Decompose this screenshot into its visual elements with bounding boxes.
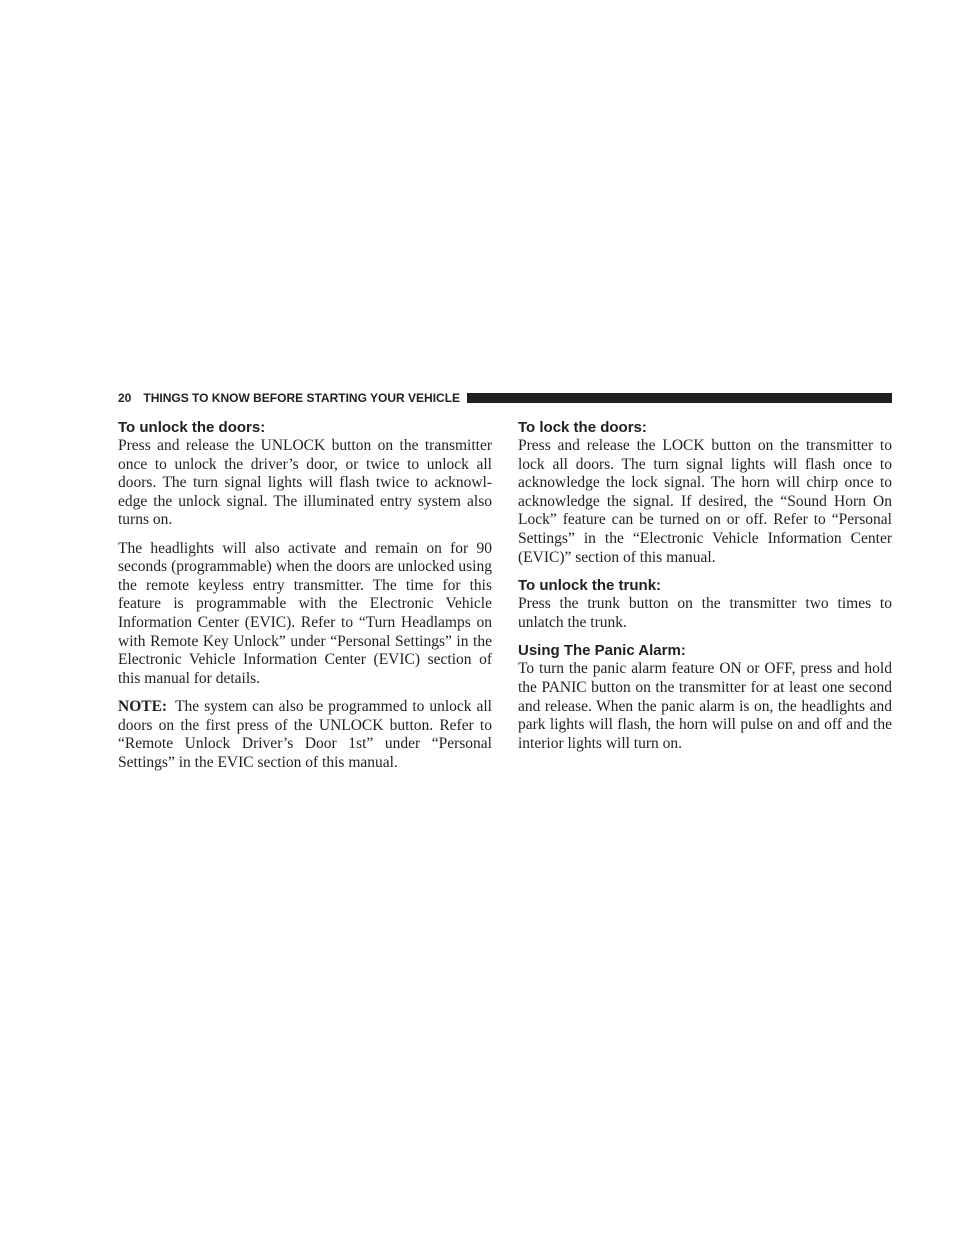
lock-doors-paragraph: Press and release the LOCK button on the transmitter to lock all doors. The turn signal lights will flash once to acknowledge the lock signal. The horn will chirp once to acknowledge the signal. If desired, the “Sound Horn On Lock” feature can be turned on or off. Refer to “Personal Settings” in the “Electronic Vehicle Information Center (EVIC)” section of this manual. <box>518 437 892 566</box>
unlock-trunk-heading: To unlock the trunk: <box>518 577 662 595</box>
page-number: 20 <box>118 391 132 405</box>
unlock-trunk-paragraph: Press the trunk button on the transmitter two times to unlatch the trunk. <box>518 595 892 631</box>
lock-doors-heading: To lock the doors: <box>518 419 647 436</box>
note-paragraph <box>118 698 492 772</box>
note-text: The system can also be programmed to unlock all doors on the first press of the UNLOCK button. Refer to “Remote Unlock Driver’s Door 1st” under “Personal Settings” in the EVIC section of this manual. <box>118 697 492 771</box>
panic-alarm-paragraph: To turn the panic alarm feature ON or OFF, press and hold the PANIC button on the transmitter for at least one second and release. When the panic alarm is on, the headlights and park lights will flash, the horn will pulse on and off and the interior lights will turn on. <box>518 660 892 752</box>
headlights-paragraph: The headlights will also activate and remain on for 90 seconds (programmable) when the doors are unlocked using the remote keyless entry transmitter. The time for this feature is programmable with the Electronic Vehicle Information Center (EVIC). Refer to “Turn Headlamps on with Remote Key Unlock” under “Personal Settings” in the Electronic Vehicle Information Center (EVIC) section of this manual for details. <box>118 539 492 687</box>
page-header <box>118 389 892 407</box>
unlock-doors-paragraph: Press and release the UNLOCK button on the transmitter once to unlock the driver’s door, or twice to unlock all doors. The turn signal lights will flash twice to acknowl-edge the unlock signal. The illuminated entry system also turns on. <box>118 437 492 529</box>
unlock-doors-heading: To unlock the doors: <box>118 419 266 436</box>
right-column <box>518 418 892 753</box>
left-column <box>118 418 492 772</box>
panic-alarm-heading: Using The Panic Alarm: <box>518 642 686 660</box>
header-rule <box>467 393 892 403</box>
section-title: THINGS TO KNOW BEFORE STARTING YOUR VEHICLE <box>143 391 461 405</box>
note-label: NOTE: <box>118 697 168 715</box>
